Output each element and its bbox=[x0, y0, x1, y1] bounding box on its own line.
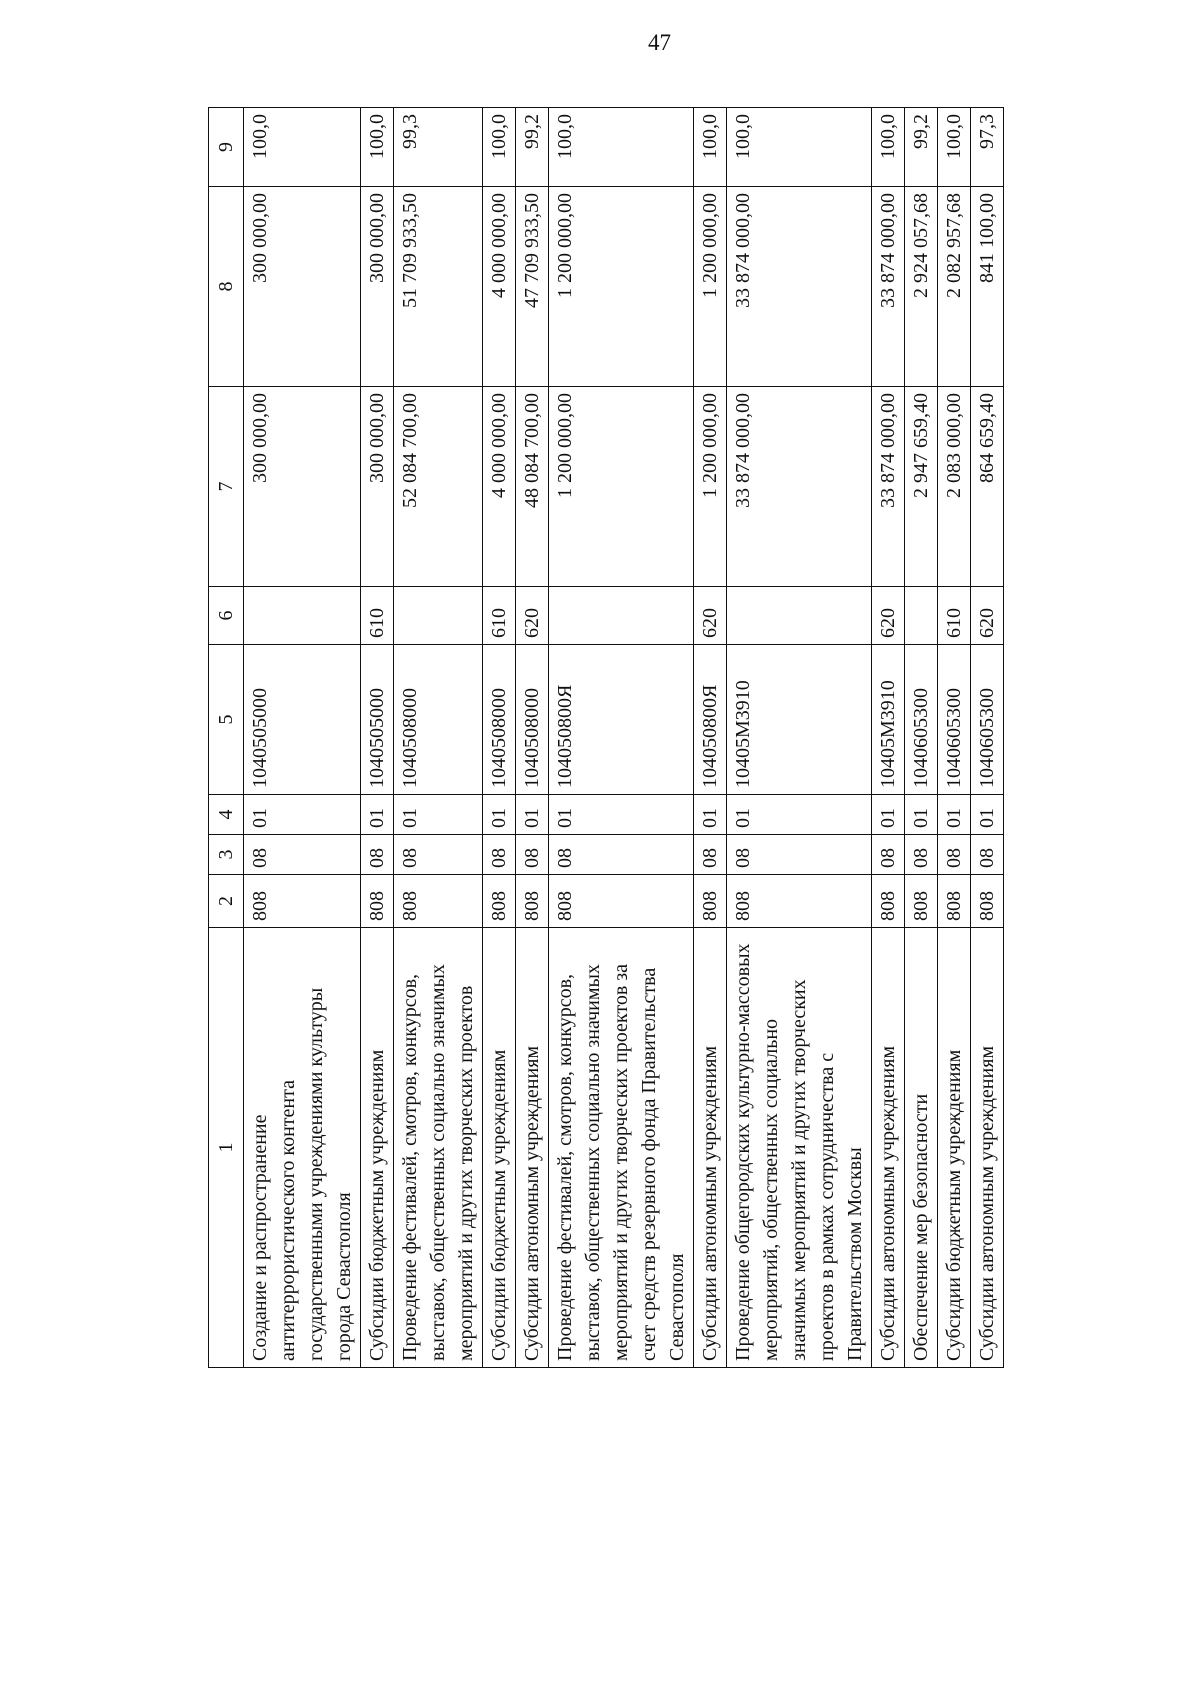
target-article-cell: 1040605300 bbox=[938, 645, 971, 795]
executed-amount-cell: 2 924 057,68 bbox=[905, 187, 938, 387]
item-name-cell: Субсидии автономным учреждениям bbox=[971, 928, 1004, 1368]
department-code-cell: 808 bbox=[938, 875, 971, 928]
subsection-code-cell: 01 bbox=[872, 795, 905, 835]
expense-type-cell: 620 bbox=[971, 587, 1004, 645]
section-code-cell: 08 bbox=[361, 835, 394, 875]
planned-amount-cell: 300 000,00 bbox=[361, 387, 394, 587]
header-row bbox=[209, 108, 244, 1368]
target-article-cell: 10405М3910 bbox=[727, 645, 872, 795]
execution-percent-cell: 100,0 bbox=[483, 108, 516, 187]
item-name-cell: Обеспечение мер безопасности bbox=[905, 928, 938, 1368]
target-article-cell: 1040508000 bbox=[483, 645, 516, 795]
subsection-code-cell: 01 bbox=[694, 795, 727, 835]
item-name-cell: Субсидии бюджетным учреждениям bbox=[938, 928, 971, 1368]
table-row bbox=[905, 108, 938, 1368]
department-code-cell: 808 bbox=[361, 875, 394, 928]
table-row bbox=[244, 108, 361, 1368]
table-row bbox=[549, 108, 694, 1368]
execution-percent-cell: 99,2 bbox=[516, 108, 549, 187]
target-article-cell: 1040605300 bbox=[905, 645, 938, 795]
planned-amount-cell: 2 947 659,40 bbox=[905, 387, 938, 587]
rotated-table-container bbox=[208, 108, 1056, 1368]
section-code-cell: 08 bbox=[872, 835, 905, 875]
executed-amount-cell: 33 874 000,00 bbox=[872, 187, 905, 387]
executed-amount-cell: 51 709 933,50 bbox=[394, 187, 483, 387]
executed-amount-cell: 300 000,00 bbox=[361, 187, 394, 387]
subsection-code-cell: 01 bbox=[905, 795, 938, 835]
section-code-cell: 08 bbox=[727, 835, 872, 875]
expense-type-cell bbox=[394, 587, 483, 645]
department-code-cell: 808 bbox=[483, 875, 516, 928]
subsection-code-cell: 01 bbox=[938, 795, 971, 835]
expense-type-cell bbox=[905, 587, 938, 645]
item-name-cell: Проведение фестивалей, смотров, конкурсов, выставок, общественных социально значимых мероприятий и других творческих проектов bbox=[394, 928, 483, 1368]
executed-amount-cell: 1 200 000,00 bbox=[549, 187, 694, 387]
section-code-cell: 08 bbox=[516, 835, 549, 875]
planned-amount-cell: 48 084 700,00 bbox=[516, 387, 549, 587]
section-code-cell: 08 bbox=[483, 835, 516, 875]
expense-type-cell bbox=[244, 587, 361, 645]
executed-amount-cell: 300 000,00 bbox=[244, 187, 361, 387]
executed-amount-cell: 1 200 000,00 bbox=[694, 187, 727, 387]
table-row bbox=[394, 108, 483, 1368]
item-name-cell: Субсидии автономным учреждениям bbox=[872, 928, 905, 1368]
column-header: 4 bbox=[209, 795, 244, 835]
planned-amount-cell: 864 659,40 bbox=[971, 387, 1004, 587]
expense-type-cell: 620 bbox=[516, 587, 549, 645]
subsection-code-cell: 01 bbox=[361, 795, 394, 835]
executed-amount-cell: 2 082 957,68 bbox=[938, 187, 971, 387]
execution-percent-cell: 100,0 bbox=[244, 108, 361, 187]
execution-percent-cell: 99,3 bbox=[394, 108, 483, 187]
planned-amount-cell: 4 000 000,00 bbox=[483, 387, 516, 587]
planned-amount-cell: 52 084 700,00 bbox=[394, 387, 483, 587]
planned-amount-cell: 33 874 000,00 bbox=[872, 387, 905, 587]
department-code-cell: 808 bbox=[516, 875, 549, 928]
target-article-cell: 1040508000 bbox=[516, 645, 549, 795]
table-row bbox=[971, 108, 1004, 1368]
department-code-cell: 808 bbox=[727, 875, 872, 928]
expense-type-cell bbox=[727, 587, 872, 645]
table-row bbox=[516, 108, 549, 1368]
page-number: 47 bbox=[648, 30, 671, 55]
target-article-cell: 1040505000 bbox=[361, 645, 394, 795]
execution-percent-cell: 100,0 bbox=[549, 108, 694, 187]
item-name-cell: Проведение общегородских культурно-массовых мероприятий, общественных социально значимых мероприятий и других творческих проектов в рамках сотрудничества с Правительством Москвы bbox=[727, 928, 872, 1368]
column-header: 8 bbox=[209, 187, 244, 387]
subsection-code-cell: 01 bbox=[549, 795, 694, 835]
table-row bbox=[872, 108, 905, 1368]
budget-table bbox=[208, 107, 1004, 1368]
target-article-cell: 1040605300 bbox=[971, 645, 1004, 795]
planned-amount-cell: 1 200 000,00 bbox=[549, 387, 694, 587]
executed-amount-cell: 841 100,00 bbox=[971, 187, 1004, 387]
item-name-cell: Проведение фестивалей, смотров, конкурсов, выставок, общественных социально значимых мероприятий и других творческих проектов за счет средств резервного фонда Правительства Севастополя bbox=[549, 928, 694, 1368]
target-article-cell: 104050800Я bbox=[694, 645, 727, 795]
execution-percent-cell: 97,3 bbox=[971, 108, 1004, 187]
department-code-cell: 808 bbox=[694, 875, 727, 928]
executed-amount-cell: 33 874 000,00 bbox=[727, 187, 872, 387]
table-row bbox=[694, 108, 727, 1368]
planned-amount-cell: 1 200 000,00 bbox=[694, 387, 727, 587]
section-code-cell: 08 bbox=[394, 835, 483, 875]
execution-percent-cell: 100,0 bbox=[872, 108, 905, 187]
section-code-cell: 08 bbox=[938, 835, 971, 875]
execution-percent-cell: 100,0 bbox=[361, 108, 394, 187]
column-header: 6 bbox=[209, 587, 244, 645]
column-header: 3 bbox=[209, 835, 244, 875]
table-row bbox=[727, 108, 872, 1368]
section-code-cell: 08 bbox=[971, 835, 1004, 875]
execution-percent-cell: 100,0 bbox=[938, 108, 971, 187]
subsection-code-cell: 01 bbox=[483, 795, 516, 835]
expense-type-cell: 620 bbox=[872, 587, 905, 645]
target-article-cell: 1040505000 bbox=[244, 645, 361, 795]
department-code-cell: 808 bbox=[905, 875, 938, 928]
department-code-cell: 808 bbox=[549, 875, 694, 928]
subsection-code-cell: 01 bbox=[727, 795, 872, 835]
table-row bbox=[938, 108, 971, 1368]
executed-amount-cell: 47 709 933,50 bbox=[516, 187, 549, 387]
column-header: 7 bbox=[209, 387, 244, 587]
section-code-cell: 08 bbox=[549, 835, 694, 875]
subsection-code-cell: 01 bbox=[971, 795, 1004, 835]
expense-type-cell: 610 bbox=[361, 587, 394, 645]
planned-amount-cell: 2 083 000,00 bbox=[938, 387, 971, 587]
department-code-cell: 808 bbox=[872, 875, 905, 928]
expense-type-cell: 620 bbox=[694, 587, 727, 645]
section-code-cell: 08 bbox=[905, 835, 938, 875]
item-name-cell: Субсидии автономным учреждениям bbox=[516, 928, 549, 1368]
subsection-code-cell: 01 bbox=[394, 795, 483, 835]
column-header: 5 bbox=[209, 645, 244, 795]
table-row bbox=[361, 108, 394, 1368]
target-article-cell: 1040508000 bbox=[394, 645, 483, 795]
planned-amount-cell: 33 874 000,00 bbox=[727, 387, 872, 587]
department-code-cell: 808 bbox=[394, 875, 483, 928]
planned-amount-cell: 300 000,00 bbox=[244, 387, 361, 587]
item-name-cell: Субсидии бюджетным учреждениям bbox=[361, 928, 394, 1368]
expense-type-cell: 610 bbox=[938, 587, 971, 645]
subsection-code-cell: 01 bbox=[244, 795, 361, 835]
execution-percent-cell: 100,0 bbox=[727, 108, 872, 187]
target-article-cell: 104050800Я bbox=[549, 645, 694, 795]
item-name-cell: Субсидии бюджетным учреждениям bbox=[483, 928, 516, 1368]
table-row bbox=[483, 108, 516, 1368]
subsection-code-cell: 01 bbox=[516, 795, 549, 835]
column-header: 1 bbox=[209, 928, 244, 1368]
column-header: 2 bbox=[209, 875, 244, 928]
execution-percent-cell: 100,0 bbox=[694, 108, 727, 187]
item-name-cell: Создание и распространение антитеррористического контента государственными учреждениями культуры города Севастополя bbox=[244, 928, 361, 1368]
column-header: 9 bbox=[209, 108, 244, 187]
executed-amount-cell: 4 000 000,00 bbox=[483, 187, 516, 387]
section-code-cell: 08 bbox=[244, 835, 361, 875]
execution-percent-cell: 99,2 bbox=[905, 108, 938, 187]
department-code-cell: 808 bbox=[971, 875, 1004, 928]
department-code-cell: 808 bbox=[244, 875, 361, 928]
item-name-cell: Субсидии автономным учреждениям bbox=[694, 928, 727, 1368]
target-article-cell: 10405М3910 bbox=[872, 645, 905, 795]
table-body bbox=[244, 108, 1004, 1368]
section-code-cell: 08 bbox=[694, 835, 727, 875]
expense-type-cell: 610 bbox=[483, 587, 516, 645]
expense-type-cell bbox=[549, 587, 694, 645]
